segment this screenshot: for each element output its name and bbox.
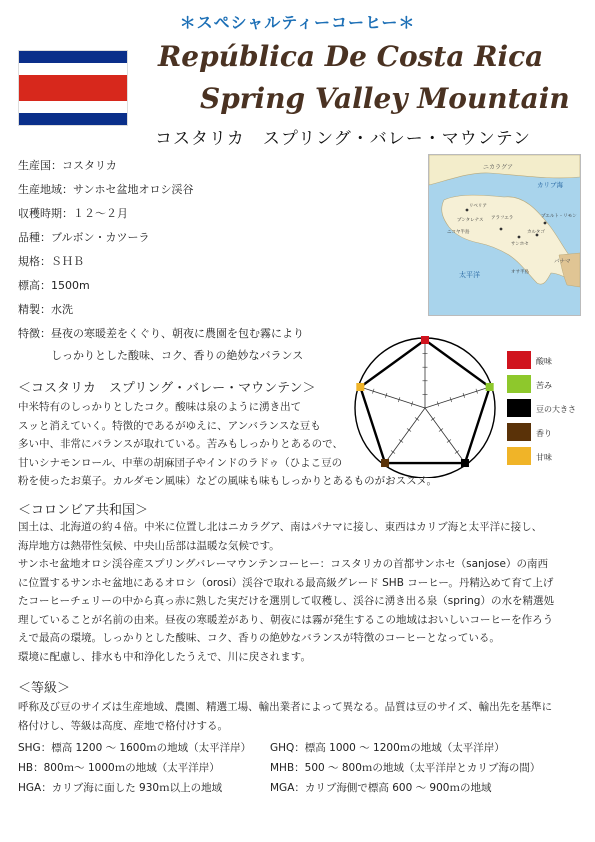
spec-grade: 規格：ＳＨＢ (18, 255, 84, 268)
paragraph-line: 甘いシナモンロール、中華の胡麻団子やインドのラドゥ（ひよこ豆の (18, 456, 343, 469)
paragraph-line: 粉を使ったお菓子。カルダモン風味）などの風味も味もしっかりとあるものがおススメ。 (18, 475, 437, 487)
section-heading-grades: ＜等級＞ (18, 681, 71, 696)
map-label-caribbean: カリブ海 (537, 181, 563, 189)
map-label-alajuela: アラフエラ (491, 216, 514, 221)
grade-mga: MGA：カリブ海側で標高 600 ～ 900ｍの地域 (270, 782, 492, 794)
paragraph-line: 環境に配慮し、排水も中和浄化したうえで、川に戻されます。 (18, 650, 311, 663)
legend-label-acidity: 酸味 (536, 357, 552, 366)
map-label-sanjose: サンホセ (511, 242, 529, 247)
spec-country: 生産国：コスタリカ (18, 159, 117, 172)
paragraph-line: 国土は、北海道の約４倍。中米に位置し北はニカラグア、南はパナマに接し、東西はカリブ海と太平洋に接し、 (18, 521, 543, 533)
grade-shg: SHG：標高 1200 ～ 1600ｍの地域（太平洋岸） (18, 742, 252, 754)
grade-hga: HGA：カリブ海に面した 930ｍ以上の地域 (18, 782, 223, 794)
section-body-product (18, 398, 448, 491)
section-body-country (18, 518, 578, 666)
legend-swatch-bitterness (507, 375, 531, 393)
section-heading-country: ＜コロンビア共和国＞ (18, 503, 149, 518)
spec-harvest: 収穫時期：１２～２月 (18, 207, 128, 220)
radar-point-2 (461, 459, 469, 467)
paragraph-line: たコーヒーチェリーの中から真っ赤に熟した実だけを選別して収穫し、渓谷に湧き出る泉（spring）の水を精選処 (18, 595, 554, 607)
paragraph-line: 多い中、非常にバランスが取れている。苦みもしっかりとあるので、 (18, 438, 343, 450)
legend-swatch-acidity (507, 351, 531, 369)
spec-region: 生産地域：サンホセ盆地オロシ渓谷 (18, 183, 194, 196)
paragraph-line: 中米特有のしっかりとしたコク。酸味は泉のように湧き出て (18, 401, 302, 413)
title-spanish-country: República De Costa Rica (158, 40, 544, 73)
legend-label-bean-size: 豆の大きさ (536, 405, 576, 414)
paragraph-line: 格付けし、等級は高度、産地で格付けする。 (18, 719, 228, 732)
legend-swatch-bean-size (507, 399, 531, 417)
grade-ghq: GHQ：標高 1000 ～ 1200ｍの地域（太平洋岸） (270, 742, 505, 754)
paragraph-line: サンホセ盆地オロシ渓谷産スプリングバレーマウンテンコーヒー：コスタリカの首都サンホセ（sanjose）の南西 (18, 558, 548, 570)
spec-process: 精製：水洗 (18, 303, 73, 316)
title-spanish-origin: Spring Valley Mountain (200, 82, 570, 115)
map-label-panama: パナマ (554, 259, 571, 265)
grade-hb: HB：800ｍ～ 1000ｍの地域（太平洋岸） (18, 762, 220, 774)
legend-swatch-aroma (507, 423, 531, 441)
map-graphic (429, 155, 580, 315)
radar-tick (455, 451, 459, 454)
section-body-grades (18, 698, 578, 735)
title-japanese: コスタリカ スプリング・バレー・マウンテン (155, 129, 531, 149)
map-label-nicaragua: ニカラグア (483, 164, 514, 171)
banner-title: ＊スペシャルティーコーヒー＊ (179, 13, 416, 32)
section-heading-product: ＜コスタリカ スプリング・バレー・マウンテン＞ (18, 381, 316, 396)
paragraph-line: えで最高の環境。しっかりとした酸味、コク、香りの絶妙なバランスが特徴のコーヒーとなっている。 (18, 632, 500, 644)
spec-feature: 特徴：昼夜の寒暖差をくぐり、朝夜に農園を包む霧により (18, 327, 304, 340)
radar-point-0 (421, 336, 429, 344)
paragraph-line: 呼称及び豆のサイズは生産地域、農園、精選工場、輸出業者によって異なる。品質は豆のサイズ、輸出先を基準に (18, 701, 553, 713)
spec-feature-cont: しっかりとした酸味、コク、香りの絶妙なバランス (18, 349, 304, 362)
map-label-osa: オサ半島 (511, 270, 529, 275)
map-label-puntarenas: プンタレナス (457, 218, 484, 223)
spec-variety: 品種：ブルボン・カツーラ (18, 231, 150, 244)
map-label-liberia: リベリア (469, 204, 487, 209)
paragraph-line: 海岸地方は熱帯性気候、中央山岳部は温暖な気候です。 (18, 539, 280, 552)
spec-altitude: 標高：1500m (18, 279, 90, 292)
map-label-limon: プエルト・リモン (541, 214, 577, 219)
paragraph-line: に位置するサンホセ盆地にあるオロシ（orosi）渓谷で取れる最高級グレード SHB コーヒー。丹精込めて育て上げ (18, 576, 554, 589)
radar-point-4 (356, 383, 364, 391)
costa-rica-map (428, 154, 581, 316)
radar-point-1 (486, 383, 494, 391)
legend-label-sweetness: 甘味 (536, 453, 552, 462)
legend-swatch-sweetness (507, 447, 531, 465)
costa-rica-flag (18, 50, 128, 126)
legend-label-bitterness: 苦み (536, 381, 552, 390)
paragraph-line: 理していることが名前の由来。昼夜の寒暖差があり、朝夜には霧が発生するこの地域はおいしいコーヒーを作ろう (18, 613, 554, 626)
map-label-cartago: カルタゴ (527, 230, 545, 235)
map-label-pacific: 太平洋 (459, 271, 480, 279)
paragraph-line: スッと消えていく。特徴的であるがゆえに、アンバランスな豆も (18, 419, 321, 432)
legend-label-aroma: 香り (536, 429, 552, 438)
map-label-nicoya: ニコヤ半島 (447, 230, 470, 235)
grade-mhb: MHB：500 ～ 800ｍの地域（太平洋岸とカリブ海の間） (270, 762, 541, 774)
